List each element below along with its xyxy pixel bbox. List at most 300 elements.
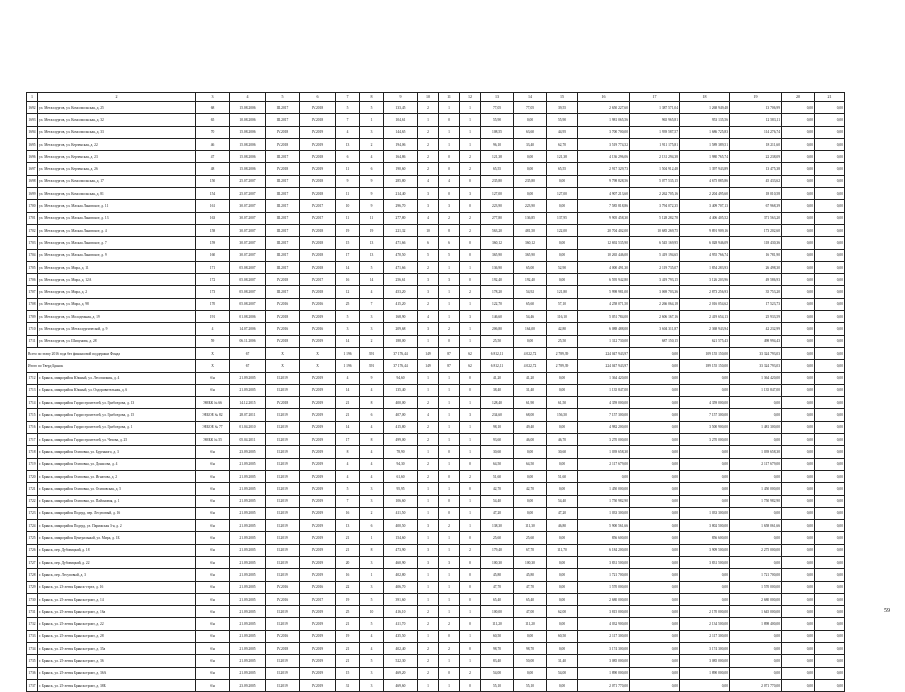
table-cell: 0,00 bbox=[815, 532, 845, 544]
table-cell: 621 575,43 bbox=[680, 335, 730, 347]
table-row bbox=[27, 163, 845, 175]
table-cell: 223,90 bbox=[514, 200, 547, 212]
table-cell: 0,00 bbox=[815, 151, 845, 163]
table-cell: 118 430,36 bbox=[730, 237, 782, 249]
table-cell: 6 bbox=[360, 520, 384, 532]
table-cell: 16 bbox=[336, 569, 360, 581]
table-cell: 0,00 bbox=[630, 532, 680, 544]
table-cell: 0,00 bbox=[680, 458, 730, 470]
table-cell: 563,20 bbox=[481, 224, 514, 236]
table-cell: 0,00 bbox=[815, 274, 845, 286]
table-cell: 1 570 000,00 bbox=[730, 581, 782, 593]
table-cell: 0,00 bbox=[815, 114, 845, 126]
table-cell: IV.2018 bbox=[266, 335, 300, 347]
table-cell: 121,38 bbox=[481, 151, 514, 163]
table-cell: 9 bbox=[336, 175, 360, 187]
table-cell: 3 bbox=[360, 323, 384, 335]
table-cell: 46,80 bbox=[547, 520, 578, 532]
table-cell: б/н bbox=[196, 643, 230, 655]
table-cell: 0,00 bbox=[815, 581, 845, 593]
table-cell: II.2019 bbox=[266, 470, 300, 482]
table-cell: 9 bbox=[360, 200, 384, 212]
table-cell: 0 bbox=[460, 384, 481, 396]
table-row bbox=[27, 249, 845, 261]
table-cell: 44,95 bbox=[547, 126, 578, 138]
table-cell: 1692 bbox=[27, 102, 38, 114]
table-cell: 122,70 bbox=[481, 298, 514, 310]
table-cell: 13 706,99 bbox=[730, 102, 782, 114]
table-cell: 47,20 bbox=[481, 507, 514, 519]
table-cell: 1 bbox=[439, 298, 460, 310]
table-cell: 0,00 bbox=[782, 495, 815, 507]
table-row bbox=[27, 102, 845, 114]
table-cell: 12 692 535,90 bbox=[578, 237, 630, 249]
table-cell: 1 bbox=[460, 434, 481, 446]
table-cell: г. Брянск, ул. 25-летия Брянскстроит, д. 16а bbox=[38, 606, 196, 618]
table-cell: X bbox=[266, 347, 300, 359]
table-cell: 0,00 bbox=[815, 360, 845, 372]
table-cell: IV.2019 bbox=[300, 335, 336, 347]
table-cell: 170 bbox=[196, 298, 230, 310]
table-cell: II.2019 bbox=[266, 434, 300, 446]
table-cell: 0,00 bbox=[782, 409, 815, 421]
table-cell: 3 085 000,00 bbox=[578, 655, 630, 667]
table-cell: г. Брянск, ул. 25-летия Брянскстроит, д. 14 bbox=[38, 593, 196, 605]
table-cell: 33 324 793,03 bbox=[730, 360, 782, 372]
table-cell: 16 bbox=[336, 507, 360, 519]
table-cell: 192,40 bbox=[481, 274, 514, 286]
table-cell: 30.07.2007 bbox=[230, 224, 266, 236]
table-cell: IV.2019 bbox=[300, 384, 336, 396]
table-cell: 1733 bbox=[27, 630, 38, 642]
table-cell: 296,70 bbox=[384, 200, 418, 212]
table-row bbox=[27, 630, 845, 642]
table-cell: 0,00 bbox=[547, 581, 578, 593]
table-cell: 13 bbox=[360, 237, 384, 249]
table-cell: 2 bbox=[460, 151, 481, 163]
table-cell: 8 bbox=[336, 446, 360, 458]
table-cell: 0,00 bbox=[815, 323, 845, 335]
table-cell: 2 bbox=[418, 138, 439, 150]
table-cell: 2 bbox=[38, 93, 196, 102]
table-cell: 2 873 256,93 bbox=[680, 286, 730, 298]
table-cell: 168,90 bbox=[384, 311, 418, 323]
table-cell: 5 bbox=[360, 261, 384, 273]
table-cell: 1 bbox=[460, 126, 481, 138]
table-cell: 1 bbox=[460, 606, 481, 618]
table-cell: 1714 bbox=[27, 397, 38, 409]
table-cell: 7 bbox=[360, 298, 384, 310]
table-cell: 5 998 981,00 bbox=[578, 286, 630, 298]
table-cell: 0,00 bbox=[630, 347, 680, 359]
table-cell: б/н bbox=[196, 569, 230, 581]
table-cell: 160 bbox=[196, 249, 230, 261]
table-cell: 4 bbox=[418, 311, 439, 323]
table-cell: 15 bbox=[336, 667, 360, 679]
table-cell: 2 789,39 bbox=[547, 360, 578, 372]
table-cell: 158 bbox=[196, 224, 230, 236]
table-cell: 3 500 900,00 bbox=[680, 421, 730, 433]
table-cell: 156,50 bbox=[547, 409, 578, 421]
table-cell: 100,30 bbox=[514, 556, 547, 568]
table-cell: 1 bbox=[439, 606, 460, 618]
table-cell: 65,55 bbox=[481, 163, 514, 175]
table-cell: 15 bbox=[336, 237, 360, 249]
table-cell: 1721 bbox=[27, 483, 38, 495]
table-cell: 0,00 bbox=[815, 446, 845, 458]
table-cell: 22 238,09 bbox=[730, 151, 782, 163]
table-cell: III.2017 bbox=[266, 286, 300, 298]
table-cell: 1 bbox=[439, 434, 460, 446]
table-cell: 3 815 000,00 bbox=[578, 606, 630, 618]
table-cell: 21.09.2005 bbox=[230, 483, 266, 495]
table-cell: 17 523,73 bbox=[730, 298, 782, 310]
table-cell: 5 bbox=[439, 249, 460, 261]
table-cell: 498 994,43 bbox=[730, 335, 782, 347]
table-cell: 01.04.2010 bbox=[230, 421, 266, 433]
table-cell: ЭЕБОЕ № 82 bbox=[196, 409, 230, 421]
table-cell: IV.2019 bbox=[300, 163, 336, 175]
table-cell: 70 bbox=[196, 126, 230, 138]
table-cell: 0,00 bbox=[782, 397, 815, 409]
table-cell: 5 bbox=[360, 593, 384, 605]
table-row bbox=[27, 544, 845, 556]
table-cell: 415,20 bbox=[384, 298, 418, 310]
table-cell: г. Брянск, микрорайон Гидростроителей, ул. Грибоедова, д. 13 bbox=[38, 397, 196, 409]
table-cell: 0,00 bbox=[782, 347, 815, 359]
table-cell: 1 bbox=[439, 286, 460, 298]
table-row bbox=[27, 409, 845, 421]
table-cell: 3 794 072,35 bbox=[630, 200, 680, 212]
table-cell: 0,00 bbox=[815, 458, 845, 470]
table-cell: 42 232,99 bbox=[730, 323, 782, 335]
table-cell: 4 955 766,74 bbox=[680, 249, 730, 261]
table-cell: 453,20 bbox=[384, 286, 418, 298]
table-cell: 3 270 000,00 bbox=[578, 434, 630, 446]
table-cell: б/н bbox=[196, 446, 230, 458]
table-cell: 0,00 bbox=[680, 483, 730, 495]
table-cell: 2 bbox=[418, 298, 439, 310]
table-cell: 3 bbox=[360, 556, 384, 568]
table-cell: 1 bbox=[418, 679, 439, 691]
table-row bbox=[27, 593, 845, 605]
table-cell: 0,00 bbox=[815, 495, 845, 507]
table-cell: IV.2018 bbox=[266, 126, 300, 138]
table-cell: 1734 bbox=[27, 643, 38, 655]
table-cell: 0,00 bbox=[815, 311, 845, 323]
table-cell: 1 bbox=[439, 679, 460, 691]
table-row bbox=[27, 384, 845, 396]
table-cell: 1 bbox=[418, 630, 439, 642]
table-cell: X bbox=[196, 360, 230, 372]
table-cell: 2 bbox=[439, 323, 460, 335]
table-cell: 2 bbox=[460, 163, 481, 175]
table-cell: 1709 bbox=[27, 311, 38, 323]
table-cell: б/н bbox=[196, 483, 230, 495]
table-cell: 0,00 bbox=[815, 347, 845, 359]
table-cell: 14 bbox=[360, 274, 384, 286]
table-cell: 0,00 bbox=[730, 556, 782, 568]
table-cell: IV.2018 bbox=[300, 188, 336, 200]
table-cell: 0,00 bbox=[730, 409, 782, 421]
table-cell: III.2017 bbox=[266, 102, 300, 114]
table-cell: 3 bbox=[360, 667, 384, 679]
table-cell: 0,00 bbox=[782, 151, 815, 163]
table-cell: IV.2019 bbox=[300, 507, 336, 519]
table-cell: III.2017 bbox=[266, 151, 300, 163]
table-cell: 0 bbox=[460, 593, 481, 605]
table-cell: 3 bbox=[460, 188, 481, 200]
table-cell: 21 bbox=[336, 618, 360, 630]
table-cell: 13 bbox=[336, 520, 360, 532]
table-cell: 2 071 770,00 bbox=[730, 679, 782, 691]
table-cell: 25,50 bbox=[481, 335, 514, 347]
table-cell: 4 bbox=[230, 93, 266, 102]
table-cell: 108,55 bbox=[481, 126, 514, 138]
table-cell: IV.2019 bbox=[300, 655, 336, 667]
table-cell: 0,00 bbox=[815, 606, 845, 618]
table-cell: 1710 bbox=[27, 323, 38, 335]
table-cell: 1 bbox=[439, 261, 460, 273]
table-cell: 1 bbox=[460, 520, 481, 532]
table-cell: 10 bbox=[336, 200, 360, 212]
table-cell: 33 324 793,03 bbox=[730, 347, 782, 359]
table-cell: 2 bbox=[360, 335, 384, 347]
table-cell: 0,00 bbox=[630, 507, 680, 519]
table-cell: 402,80 bbox=[384, 569, 418, 581]
table-cell: 4 bbox=[360, 384, 384, 396]
table-cell: 39,55 bbox=[547, 102, 578, 114]
table-row bbox=[27, 507, 845, 519]
table-cell: 23.09.2005 bbox=[230, 679, 266, 691]
table-cell: 0,00 bbox=[680, 593, 730, 605]
table-cell: 42,70 bbox=[481, 483, 514, 495]
table-cell: X bbox=[266, 360, 300, 372]
table-cell: 21.09.2005 bbox=[230, 470, 266, 482]
table-cell: IV.2019 bbox=[300, 446, 336, 458]
table-cell: 1701 bbox=[27, 212, 38, 224]
table-cell: 9 798 828,56 bbox=[578, 175, 630, 187]
table-cell: 19 bbox=[336, 630, 360, 642]
table-cell: 1 bbox=[418, 569, 439, 581]
table-cell: III.2017 bbox=[266, 224, 300, 236]
table-cell: 98,70 bbox=[481, 643, 514, 655]
table-cell: 1 890 000,00 bbox=[680, 667, 730, 679]
table-cell: ул. Металлургов, ул. Шипунова, д. 28 bbox=[38, 335, 196, 347]
table-cell: 5 419 194,65 bbox=[630, 249, 680, 261]
table-cell: 05.08.2007 bbox=[230, 286, 266, 298]
table-cell: 0,00 bbox=[547, 483, 578, 495]
table-cell: 67 bbox=[230, 360, 266, 372]
table-cell: 2 bbox=[460, 212, 481, 224]
table-cell: 1 721 700,00 bbox=[578, 569, 630, 581]
table-cell: ул. Металлургов, ул. Керченская, д. 23 bbox=[38, 151, 196, 163]
table-cell: 60,50 bbox=[481, 630, 514, 642]
table-cell: 1 bbox=[418, 507, 439, 519]
table-cell: 1 364 420,00 bbox=[730, 372, 782, 384]
table-cell: 60,50 bbox=[547, 630, 578, 642]
table-cell: 1 570 000,00 bbox=[578, 581, 630, 593]
table-cell: 1 bbox=[418, 384, 439, 396]
table-cell: 0,00 bbox=[630, 483, 680, 495]
table-cell: 391 bbox=[360, 360, 384, 372]
column-number-header-row bbox=[27, 93, 845, 102]
table-cell: 0,00 bbox=[782, 667, 815, 679]
table-cell: 05.04.2011 bbox=[230, 434, 266, 446]
table-cell: 21.09.2005 bbox=[230, 593, 266, 605]
table-cell: 2 134 500,00 bbox=[680, 618, 730, 630]
table-cell: ул. Металлургов, ул. Мира, д. 98 bbox=[38, 298, 196, 310]
table-cell: 0 bbox=[439, 151, 460, 163]
table-cell: 21.09.2005 bbox=[230, 655, 266, 667]
table-cell: 1 bbox=[460, 446, 481, 458]
table-cell: 406,70 bbox=[384, 581, 418, 593]
table-cell: 0,00 bbox=[782, 286, 815, 298]
table-cell: 460,90 bbox=[384, 556, 418, 568]
table-cell: 0,00 bbox=[547, 237, 578, 249]
table-cell: 31,40 bbox=[514, 384, 547, 396]
table-cell: 206,80 bbox=[481, 323, 514, 335]
table-cell: 61,60 bbox=[384, 470, 418, 482]
table-cell: 4 258 071,50 bbox=[578, 298, 630, 310]
table-cell: 188,00 bbox=[384, 335, 418, 347]
table-cell: 49 586,93 bbox=[730, 274, 782, 286]
table-cell: 8 bbox=[439, 224, 460, 236]
table-cell: г. Брянск, ул. 25-летия Брянскстроит, д. 22 bbox=[38, 618, 196, 630]
table-cell: г. Брянск, микрорайон Осиповка, ул. Буденного, д. 3 bbox=[38, 446, 196, 458]
table-cell: 25,60 bbox=[514, 532, 547, 544]
table-cell: 18 211,60 bbox=[730, 138, 782, 150]
table-cell: 0 bbox=[460, 618, 481, 630]
table-cell: 54,92 bbox=[514, 286, 547, 298]
table-cell: 256,61 bbox=[384, 274, 418, 286]
table-cell: 25 bbox=[336, 298, 360, 310]
table-cell: 3 909 500,00 bbox=[680, 544, 730, 556]
table-cell: 30.07.2007 bbox=[230, 237, 266, 249]
table-cell: IV.2018 bbox=[266, 163, 300, 175]
table-cell: IV.2017 bbox=[300, 200, 336, 212]
table-cell: 21 bbox=[336, 532, 360, 544]
table-cell: 0,00 bbox=[815, 544, 845, 556]
table-cell: IV.2019 bbox=[300, 470, 336, 482]
table-cell: 1 504 912,48 bbox=[630, 163, 680, 175]
table-cell: 2 bbox=[460, 544, 481, 556]
table-row bbox=[27, 114, 845, 126]
table-cell: 3 bbox=[418, 200, 439, 212]
table-cell: 1722 bbox=[27, 495, 38, 507]
table-cell: 1 bbox=[418, 114, 439, 126]
table-cell: 17 bbox=[336, 249, 360, 261]
table-cell: 0,00 bbox=[815, 556, 845, 568]
table-cell: 1736 bbox=[27, 667, 38, 679]
table-cell: 25,60 bbox=[481, 532, 514, 544]
table-cell: 0,00 bbox=[630, 520, 680, 532]
table-cell: 10 bbox=[360, 606, 384, 618]
table-cell: 0 bbox=[439, 188, 460, 200]
table-cell: IV.2019 bbox=[300, 569, 336, 581]
table-cell: 1 bbox=[418, 532, 439, 544]
table-cell: 190,60 bbox=[384, 163, 418, 175]
table-cell: 2 275 000,00 bbox=[730, 544, 782, 556]
table-cell: 416,10 bbox=[384, 606, 418, 618]
table-cell: б/н bbox=[196, 520, 230, 532]
table-cell: 1 911 175,81 bbox=[630, 138, 680, 150]
table-cell: 0,00 bbox=[514, 335, 547, 347]
table-cell: 144,65 bbox=[384, 126, 418, 138]
table-cell: 50,00 bbox=[514, 655, 547, 667]
table-cell: 6 028 946,09 bbox=[680, 237, 730, 249]
table-cell: 2 131 294,38 bbox=[630, 151, 680, 163]
table-cell: 55,90 bbox=[481, 114, 514, 126]
table-cell: 30,60 bbox=[481, 446, 514, 458]
table-cell: 0 bbox=[439, 335, 460, 347]
table-cell: ул. Металлургов, ул. Мира, д. 11 bbox=[38, 261, 196, 273]
table-cell: 05.08.2007 bbox=[230, 274, 266, 286]
table-cell: 1 135 847,00 bbox=[578, 384, 630, 396]
table-cell: 67 968,39 bbox=[730, 200, 782, 212]
table-cell: б/н bbox=[196, 372, 230, 384]
table-cell: 1 bbox=[460, 397, 481, 409]
table-cell: 12 bbox=[336, 286, 360, 298]
table-cell: 28.07.2011 bbox=[230, 409, 266, 421]
table-cell: 3 831 500,00 bbox=[680, 556, 730, 568]
table-cell: 0,00 bbox=[680, 372, 730, 384]
table-cell: 277,80 bbox=[481, 212, 514, 224]
table-cell: 1 bbox=[460, 495, 481, 507]
table-cell: 1 bbox=[418, 495, 439, 507]
table-cell: II.2019 bbox=[266, 384, 300, 396]
table-cell: 21 bbox=[336, 544, 360, 556]
table-cell: X bbox=[196, 347, 230, 359]
table-cell: 0,00 bbox=[782, 446, 815, 458]
table-cell: 13 475,38 bbox=[730, 163, 782, 175]
table-cell: 4 675 885,86 bbox=[680, 175, 730, 187]
table-row bbox=[27, 618, 845, 630]
table-cell: IV.2018 bbox=[300, 286, 336, 298]
table-cell: 0,00 bbox=[815, 372, 845, 384]
table-cell: 0 bbox=[460, 372, 481, 384]
table-cell: IV.2019 bbox=[300, 421, 336, 433]
table-cell: 0,00 bbox=[782, 569, 815, 581]
table-cell: 0,00 bbox=[782, 261, 815, 273]
table-cell: 1 686 725,83 bbox=[680, 126, 730, 138]
table-cell: 0,00 bbox=[815, 630, 845, 642]
table-cell: г. Брянск, микрорайон Подгрд, ул. Парижская 3-я, д. 2 bbox=[38, 520, 196, 532]
table-cell: 411,50 bbox=[384, 507, 418, 519]
table-cell: 4 bbox=[360, 421, 384, 433]
table-cell: 5 bbox=[360, 618, 384, 630]
table-cell: 21 bbox=[336, 397, 360, 409]
table-cell: 20 bbox=[336, 556, 360, 568]
table-cell: 94,30 bbox=[384, 458, 418, 470]
table-cell: IV.2019 bbox=[300, 434, 336, 446]
table-cell: 3 174 300,00 bbox=[680, 643, 730, 655]
table-cell: IV.2018 bbox=[266, 397, 300, 409]
table-cell: 0,00 bbox=[815, 409, 845, 421]
table-cell: 46,00 bbox=[514, 434, 547, 446]
table-cell: 55,10 bbox=[481, 679, 514, 691]
table-cell: 8 bbox=[360, 434, 384, 446]
table-cell: 45,80 bbox=[481, 569, 514, 581]
table-cell: 0,00 bbox=[630, 360, 680, 372]
table-cell: 0 bbox=[460, 581, 481, 593]
table-cell: IV.2019 bbox=[300, 409, 336, 421]
table-cell: 41,20 bbox=[481, 372, 514, 384]
table-cell: 1 721 700,00 bbox=[730, 569, 782, 581]
table-row bbox=[27, 520, 845, 532]
table-cell: 47,00 bbox=[514, 606, 547, 618]
table-cell: 235,80 bbox=[481, 175, 514, 187]
